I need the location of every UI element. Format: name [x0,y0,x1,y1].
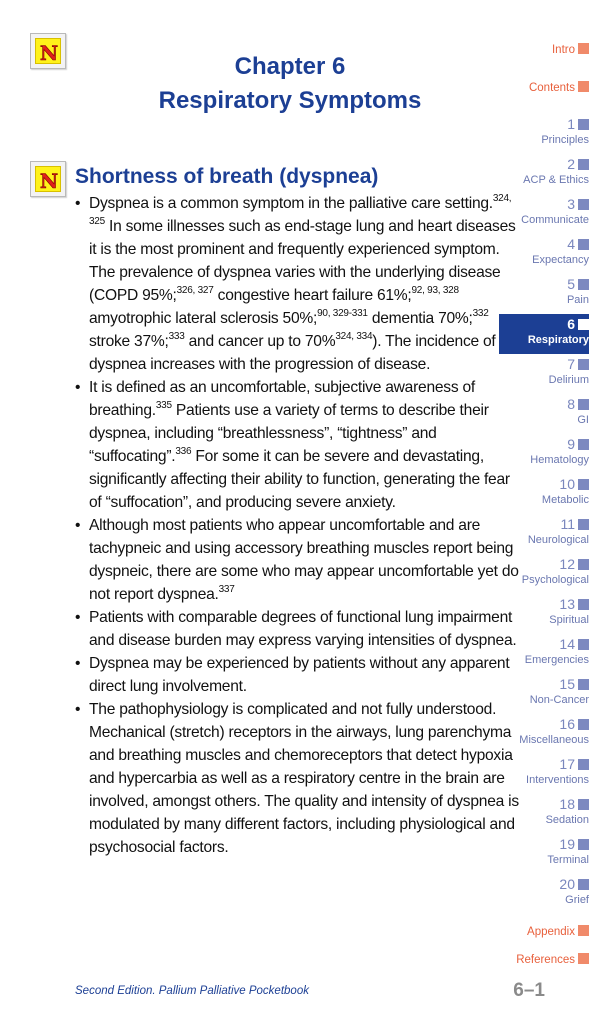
nav-square-icon [578,925,589,936]
nav-chapter-number: 13 [559,596,575,612]
nav-square-icon [578,953,589,964]
nav-chapter-number: 4 [567,236,575,252]
nav-chapter-label: Respiratory [527,334,589,346]
bullet-text: amyotrophic lateral sclerosis 50%; [89,310,318,327]
nav-square-icon [578,839,589,850]
bullet-text: Dyspnea may be experienced by patients without any apparent direct lung involvement. [89,655,510,695]
nav-chapter-11[interactable] [499,514,589,554]
nav-chapter-label: GI [577,414,589,426]
nav-chapter-label: Interventions [526,774,589,786]
nav-chapter-10[interactable] [499,474,589,514]
nav-chapter-number: 19 [559,836,575,852]
citation-superscript: 326, 327 [176,284,214,296]
nav-chapter-number: 15 [559,676,575,692]
nav-square-icon [578,679,589,690]
nav-chapter-label: Psychological [521,574,589,586]
bullet-item [73,652,523,698]
nav-chapter-label: Pain [566,294,589,306]
nav-contents[interactable] [499,78,589,114]
nav-chapter-1[interactable] [499,114,589,154]
nav-square-icon [578,279,589,290]
nav-chapter-number: 16 [559,716,575,732]
nav-chapter-14[interactable] [499,634,589,674]
chapter-number: Chapter 6 [234,53,346,80]
bullet-text: It is defined as an uncomfortable, subjective awareness of breathing. [89,379,475,419]
nav-square-icon [578,359,589,370]
nav-square-icon [578,519,589,530]
nav-square-icon [578,439,589,450]
nav-references-label: References [516,954,575,966]
nav-intro-label: Intro [551,44,575,56]
nav-appendix-label: Appendix [527,926,575,938]
section-title: Shortness of breath (dyspnea) [75,165,379,188]
bullet-text: ). The incidence of dyspnea increases with the progression of disease. [89,333,496,373]
nav-square-icon [578,199,589,210]
nav-square-icon [578,799,589,810]
nav-chapter-label: Communicate [521,214,589,226]
nav-chapter-19[interactable] [499,834,589,874]
citation-superscript: 332 [472,307,489,319]
nav-square-icon [578,559,589,570]
citation-superscript: 335 [155,399,172,411]
nav-square-icon [578,759,589,770]
note-n-icon[interactable] [30,161,66,197]
chapter-heading [60,50,520,118]
nav-chapter-label: Expectancy [532,254,589,266]
nav-chapter-number: 7 [567,356,575,372]
nav-chapter-17[interactable] [499,754,589,794]
nav-chapter-7[interactable] [499,354,589,394]
nav-chapter-9[interactable] [499,434,589,474]
bullet-text: Although most patients who appear uncomfortable and are tachypneic and using accessory breathing muscles report being dyspneic, there are some who may appear uncomfortable yet do not report dyspnea. [89,517,519,603]
nav-chapter-number: 8 [567,396,575,412]
nav-square-icon [578,599,589,610]
nav-chapter-number: 17 [559,756,575,772]
bullet-text: The pathophysiology is complicated and not fully understood. Mechanical (stretch) receptors in the airways, lung parenchyma and breathing muscles and chemoreceptors that detect hypoxia and hypercarbia as well as a respiratory centre in the brain are involved, amongst others. The quality and intensity of dyspnea is modulated by many different factors, including physiological and psychosocial factors. [89,701,519,856]
citation-superscript: 337 [218,583,235,595]
nav-chapter-number: 6 [567,316,575,332]
nav-chapter-15[interactable] [499,674,589,714]
nav-chapter-20[interactable] [499,874,589,914]
nav-square-icon [578,399,589,410]
bullet-text: dementia 70%; [367,310,473,327]
citation-superscript: 92, 93, 328 [411,284,459,296]
bullet-item [73,606,523,652]
nav-chapter-label: Neurological [527,534,589,546]
nav-chapter-label: Miscellaneous [519,734,589,746]
nav-chapter-number: 14 [559,636,575,652]
nav-chapter-number: 10 [559,476,575,492]
nav-chapter-label: Hematology [530,454,589,466]
nav-chapter-label: Emergencies [524,654,589,666]
nav-square-icon [578,879,589,890]
nav-square-icon [578,479,589,490]
bullet-item [73,192,523,376]
nav-chapter-number: 9 [567,436,575,452]
note-n-letter: N [39,41,59,65]
nav-chapter-label: Metabolic [541,494,589,506]
nav-chapter-5[interactable] [499,274,589,314]
bullet-text: stroke 37%; [89,333,169,350]
bullet-text: Dyspnea is a common symptom in the palliative care setting. [89,195,493,212]
nav-square-icon [578,119,589,130]
nav-chapter-label: Delirium [548,374,589,386]
nav-chapter-number: 18 [559,796,575,812]
bullet-text: congestive heart failure 61%; [213,287,412,304]
nav-chapter-label: Grief [565,894,589,906]
citation-superscript: 333 [168,330,185,342]
chapter-nav [499,40,589,978]
bullet-text: In some illnesses such as end-stage lung and heart diseases it is the most prominent and frequently experienced symptom. The prevalence of dyspnea varies with the underlying disease (COPD 95%; [89,218,516,304]
nav-square-icon [578,719,589,730]
nav-square-icon [578,239,589,250]
nav-intro[interactable] [499,40,589,78]
citation-superscript: 324, 325 [89,192,512,227]
note-n-letter: N [39,169,59,193]
nav-square-icon [578,639,589,650]
bullet-text: Patients with comparable degrees of functional lung impairment and disease burden may express varying intensities of dyspnea. [89,609,517,649]
bullet-list [73,192,523,859]
nav-appendix[interactable] [499,914,589,950]
nav-chapter-number: 12 [559,556,575,572]
nav-chapter-8[interactable] [499,394,589,434]
nav-chapter-number: 1 [567,116,575,132]
nav-chapter-number: 20 [559,876,575,892]
nav-chapter-label: Spiritual [549,614,589,626]
nav-chapter-label: Non-Cancer [529,694,589,706]
citation-superscript: 336 [175,445,192,457]
nav-chapter-label: Sedation [545,814,589,826]
nav-chapter-label: Principles [541,134,589,146]
nav-square-icon [578,159,589,170]
nav-references[interactable] [499,950,589,978]
nav-chapter-16[interactable] [499,714,589,754]
nav-chapter-6[interactable] [499,314,589,354]
nav-chapter-12[interactable] [499,554,589,594]
nav-square-icon [578,43,589,54]
nav-chapter-4[interactable] [499,234,589,274]
chapter-title: Respiratory Symptoms [158,87,422,114]
nav-contents-label: Contents [528,82,575,94]
nav-square-icon [578,319,589,330]
nav-chapter-13[interactable] [499,594,589,634]
nav-chapter-label: ACP & Ethics [523,174,589,186]
page-number: 6–1 [513,980,545,1001]
nav-chapter-number: 5 [567,276,575,292]
nav-chapter-number: 2 [567,156,575,172]
citation-superscript: 324, 334 [335,330,373,342]
nav-chapter-label: Terminal [547,854,589,866]
nav-chapter-number: 11 [560,516,575,532]
bullet-item [73,376,523,514]
bullet-item [73,698,523,859]
bullet-text: and cancer up to 70% [184,333,336,350]
bullet-text: Patients use a variety of terms to describe their dyspnea, including “breathlessness”, “tightness” and “suffocating”. [89,402,489,465]
footer-edition: Second Edition. Pallium Palliative Pocketbook [75,985,309,997]
nav-chapter-2[interactable] [499,154,589,194]
citation-superscript: 90, 329-331 [317,307,368,319]
nav-chapter-18[interactable] [499,794,589,834]
nav-square-icon [578,81,589,92]
bullet-item [73,514,523,606]
nav-chapter-number: 3 [567,196,575,212]
bullet-text: For some it can be severe and devastating, significantly affecting their ability to function, generating the fear of “suffocation”, and producing severe anxiety. [89,448,510,511]
nav-chapter-3[interactable] [499,194,589,234]
